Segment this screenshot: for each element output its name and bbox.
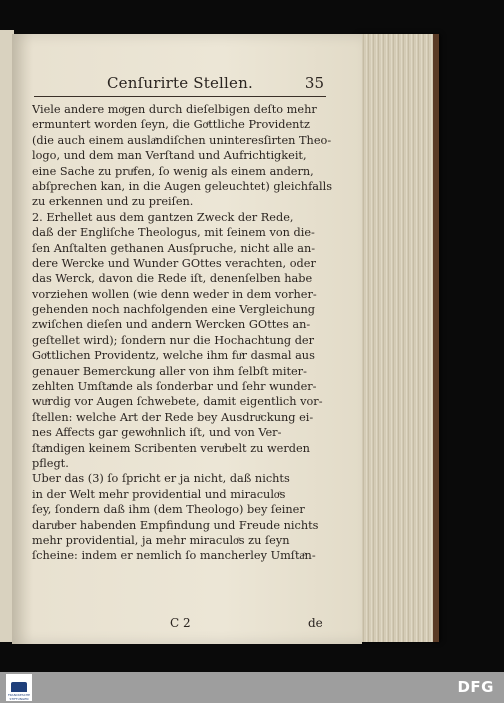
text-line: zehlten Umſtaͤnde als ſonderbar und ſehr wunder- (32, 380, 317, 394)
text-line: 2. Erhellet aus dem gantzen Zweck der Rede, (32, 210, 294, 224)
text-line: mehr providential, ja mehr miraculoͤs zu ſeyn (32, 533, 290, 547)
text-line: pflegt. (32, 456, 69, 470)
catchword: de (308, 616, 323, 630)
text-line: daß der Engliſche Theologus, mit ſeinem von die- (32, 226, 315, 240)
text-line: dere Wercke und Wunder GOttes verachten, oder (32, 256, 316, 270)
text-line: zu erkennen und zu preiſen. (32, 195, 194, 209)
text-line: ſen Anſtalten gethanen Ausſpruche, nicht alle an- (32, 241, 316, 255)
text-line: ſey, ſondern daß ihm (dem Theologo) bey ſeiner (32, 503, 305, 517)
text-line: gehenden noch nachfolgenden eine Vergleichung (32, 303, 315, 317)
page-body (32, 102, 332, 564)
text-line: das Werck, davon die Rede iſt, denenſelben habe (32, 272, 313, 286)
text-line: nes Affects gar gewoͤhnlich iſt, und von Ver- (32, 426, 282, 440)
text-line: geſtellet wird); ſondern nur die Hochachtung der (32, 333, 315, 347)
page-number: 35 (304, 74, 324, 92)
text-line: in der Welt mehr providential und miraculoͤs (32, 487, 286, 501)
text-line: ſtaͤndigen keinem Scribenten veruͤbelt zu werden (32, 441, 310, 455)
header-rule (34, 96, 326, 97)
text-line: Uber das (3) ſo ſpricht er ja nicht, daß nichts (32, 472, 290, 486)
text-line: eine Sache zu pruͤfen, ſo wenig als einem andern, (32, 164, 314, 178)
text-line: wuͤrdig vor Augen ſchwebete, damit eigentlich vor- (32, 395, 323, 409)
text-line: daruͤber habenden Empfindung und Freude nichts (32, 518, 319, 532)
text-line: abſprechen kan, in die Augen geleuchtet) gleichfalls (32, 179, 332, 193)
text-line: ermuntert worden ſeyn, die Goͤttliche Providentz (32, 118, 310, 132)
logo-text: FRANCKESCHE STIFTUNGEN (7, 693, 31, 701)
page-block-edge (355, 34, 439, 642)
dfg-logo[interactable]: DFG (457, 678, 494, 696)
viewer-footer (0, 672, 504, 703)
text-line: Goͤttlichen Providentz, welche ihm fuͤr dasmal aus (32, 349, 315, 363)
text-line: (die auch einem auslaͤndiſchen uninteresſirten Theo- (32, 133, 332, 147)
signature-mark: C 2 (170, 616, 191, 630)
text-line: ſcheine: indem er nemlich ſo mancherley Umſtaͤn- (32, 549, 316, 563)
text-line: genauer Bemerckung aller von ihm ſelbſt miter- (32, 364, 307, 378)
text-line: vorziehen wollen (wie denn weder in dem vorher- (32, 287, 317, 301)
book-page (12, 34, 362, 644)
institution-logo[interactable] (6, 674, 32, 701)
text-line: zwiſchen dieſen und andern Wercken GOttes an- (32, 318, 311, 332)
text-line: Viele andere moͤgen durch dieſelbigen deſto mehr (32, 103, 317, 116)
text-line: logo, und dem man Verſtand und Aufrichtigkeit, (32, 149, 307, 163)
logo-mark-icon (11, 682, 27, 692)
text-line: ſtellen: welche Art der Rede bey Ausdruͤckung ei- (32, 410, 314, 424)
running-head: Cenſurirte Stellen. (107, 74, 253, 92)
